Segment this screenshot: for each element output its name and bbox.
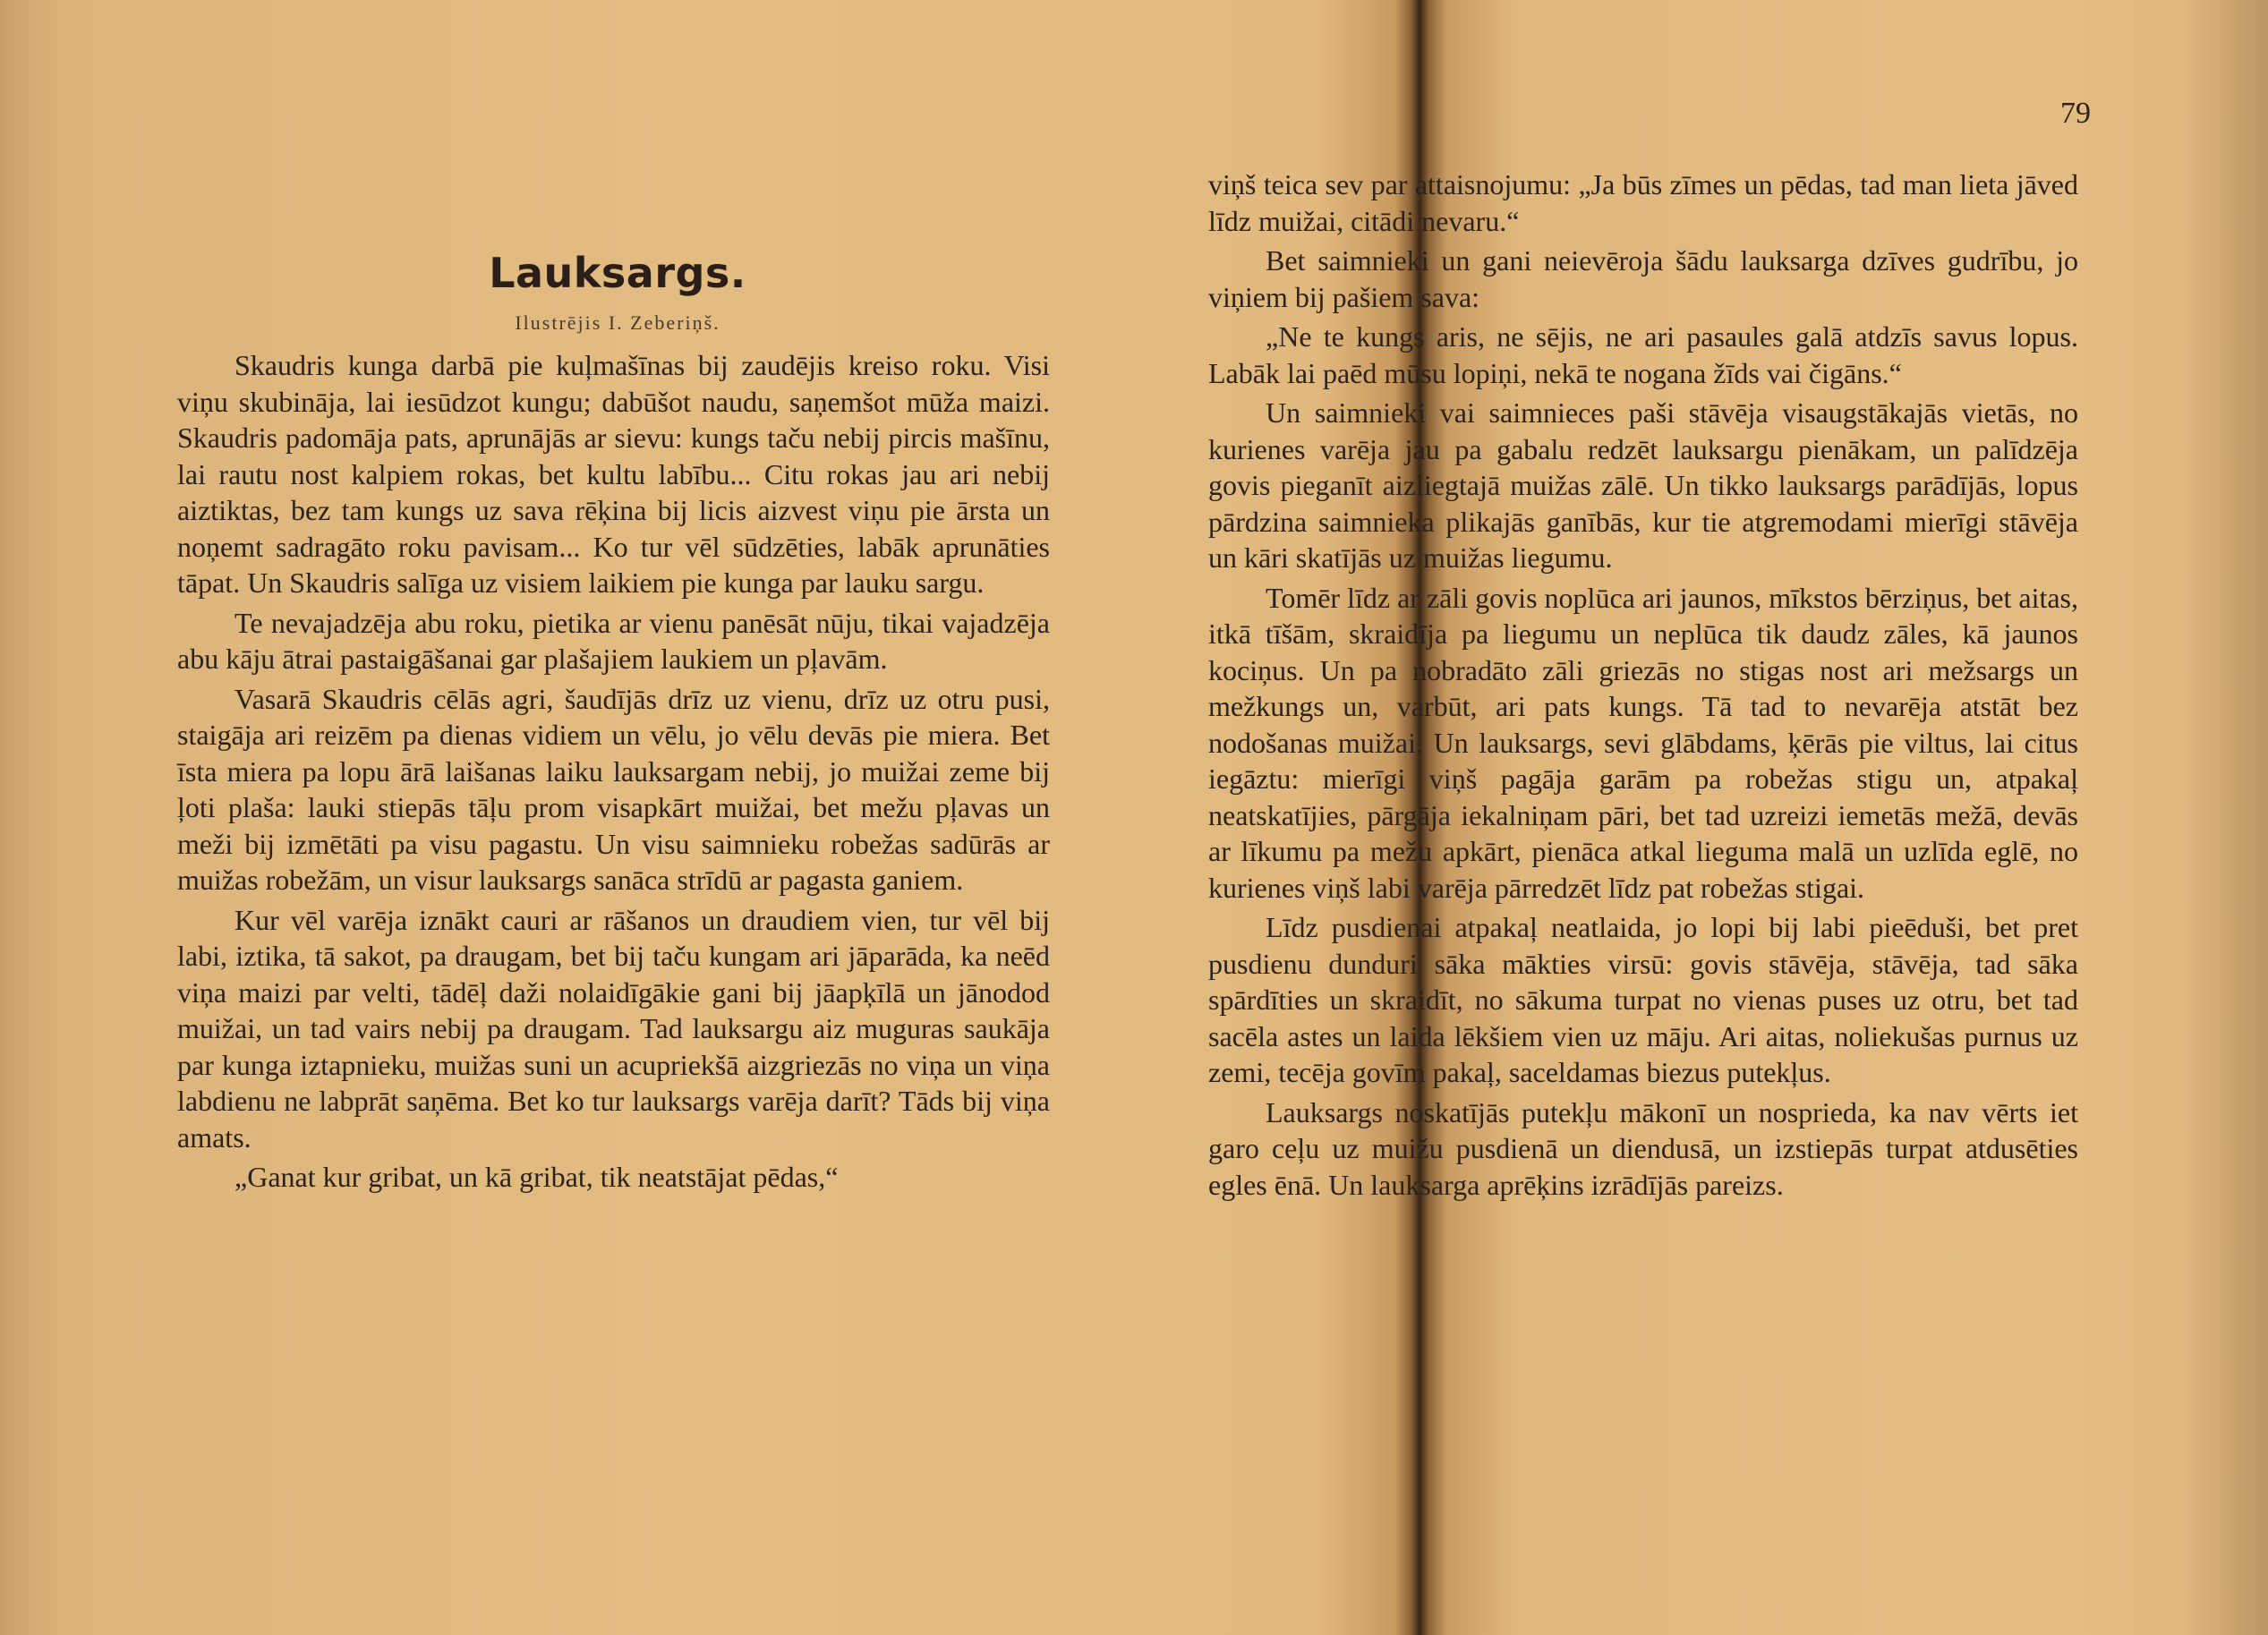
paragraph: Vasarā Skaudris cēlās agri, šaudījās drīz uz vienu, drīz uz otru pusi, staigāja ari reizēm pa dienas vidiem un vēlu, jo vēlu devās pie miera. Bet īsta miera pa lopu ārā laišanas laiku lauksargam nebij, jo muižai zeme bij ļoti plaša: lauki stiepās tāļu prom visapkārt muižai, bet mežu pļavas un meži bij izmētāti pa visu pagastu. Un visu saimnieku robežas sadūrās ar muižas robežām, un visur lauksargs sanāca strīdū ar pagasta ganiem. [177,682,1050,896]
paragraph: Kur vēl varēja iznākt cauri ar rāšanos un draudiem vien, tur vēl bij labi, iztika, tā sakot, pa draugam, bet bij taču kungam ari jāparāda, ka neēd viņa maizi par velti, tādēļ daži nolaidīgākie gani bij jāapķīlā un jānodod muižai, un tad vairs nebij pa draugam. Tad lauksargu aiz muguras saukāja par kunga iztapnieku, muižas suni un acupriekšā aizgriezās no viņa un viņa labdienu ne labprāt saņēma. Bet ko tur lauksargs varēja darīt? Tāds bij viņa amats. [177,903,1050,1154]
paragraph: Līdz pusdienai atpakaļ neatlaida, jo lopi bij labi pieēduši, bet pret pusdienu dunduri sāka mākties virsū: govis stāvēja, stāvēja, tad sāka spārdīties un skraidīt, no sākuma turpat no vienas puses uz otru, bet tad sacēla astes un laida lēkšiem vien uz māju. Ari aitas, noliekušas purnus uz zemi, tecēja govīm pakaļ, saceldamas biezus putekļus. [1208,911,2078,1088]
right-page-body [1208,166,2078,1203]
paragraph: viņš teica sev par attaisnojumu: „Ja būs zīmes un pēdas, tad man lieta jāved līdz muižai, citādi nevaru.“ [1208,168,2078,237]
left-page [0,0,1119,1635]
story-title: Lauksargs. [489,249,746,297]
illustrator-credit: Ilustrējis I. Zeberiņš. [515,311,720,334]
paragraph: Tomēr līdz ar zāli govis noplūca ari jaunos, mīkstos bērziņus, bet aitas, itkā tīšām, skraidīja pa liegumu un neplūca tik daudz zāles, kā jaunos kociņus. Un pa nobradāto zāli griezās no stigas nost ari mežsargs un mežkungs un, varbūt, ari pats kungs. Tā tad to nevarēja atstāt bez nodošanas muižai. Un lauksargs, sevi glābdams, ķērās pie viltus, lai citus iegāztu: mierīgi viņš pagāja garām pa robežas stigu un, atpakaļ neatskatījies, pārgāja iekalniņam pāri, bet tad uzreizi iemetās mežā, devās ar līkumu pa mežu apkārt, pienāca atkal lieguma malā un uzlīda eglē, no kurienes viņš labi varēja pārredzēt līdz pat robežas stigai. [1208,581,2078,904]
paragraph: „Ne te kungs aris, ne sējis, ne ari pasaules galā atdzīs savus lopus. Labāk lai paēd mūsu lopiņi, nekā te nogana žīds vai čigāns.“ [1208,320,2078,389]
paragraph: Un saimnieki vai saimnieces paši stāvēja visaugstākajās vietās, no kurienes varēja jau pa gabalu redzēt lauksargu pienākam, un palīdzēja govis pieganīt aizliegtajā muižas zālē. Un tikko lauksargs parādījās, lopus pārdzina saimnieka plikajās ganībās, kur tie atgremodami mierīgi stāvēja un kāri skatījās uz muižas liegumu. [1208,396,2078,574]
paragraph: Te nevajadzēja abu roku, pietika ar vienu panēsāt nūju, tikai vajadzēja abu kāju ātrai pastaigāšanai gar plašajiem laukiem un pļavām. [177,606,1050,675]
paragraph: Skaudris kunga darbā pie kuļmašīnas bij zaudējis kreiso roku. Visi viņu skubināja, lai iesūdzot kungu; dabūšot naudu, saņemšot mūža maizi. Skaudris padomāja pats, aprunājās ar sievu: kungs taču nebij pircis mašīnu, lai rautu nost kalpiem rokas, bet kultu labību... Citu rokas jau ari nebij aiztiktas, bez tam kungs uz sava rēķina bij licis aizvest viņu pie ārsta un noņemt sadragāto roku pavisam... Ko tur vēl sūdzēties, labāk aprunāties tāpat. Un Skaudris salīga uz visiem laikiem pie kunga par lauku sargu. [177,349,1050,599]
paragraph: „Ganat kur gribat, un kā gribat, tik neatstājat pēdas,“ [234,1161,839,1193]
page-number: 79 [2060,97,2091,130]
left-page-body [177,347,1050,1196]
paragraph: Lauksargs noskatījās putekļu mākonī un nosprieda, ka nav vērts iet garo ceļu uz muižu pusdienā un diendusā, un izstiepās turpat atdusēties egles ēnā. Un lauksarga aprēķins izrādījās pareizs. [1208,1095,2078,1201]
paragraph: Bet saimnieki un gani neievēroja šādu lauksarga dzīves gudrību, jo viņiem bij pašiem sava: [1208,244,2078,313]
